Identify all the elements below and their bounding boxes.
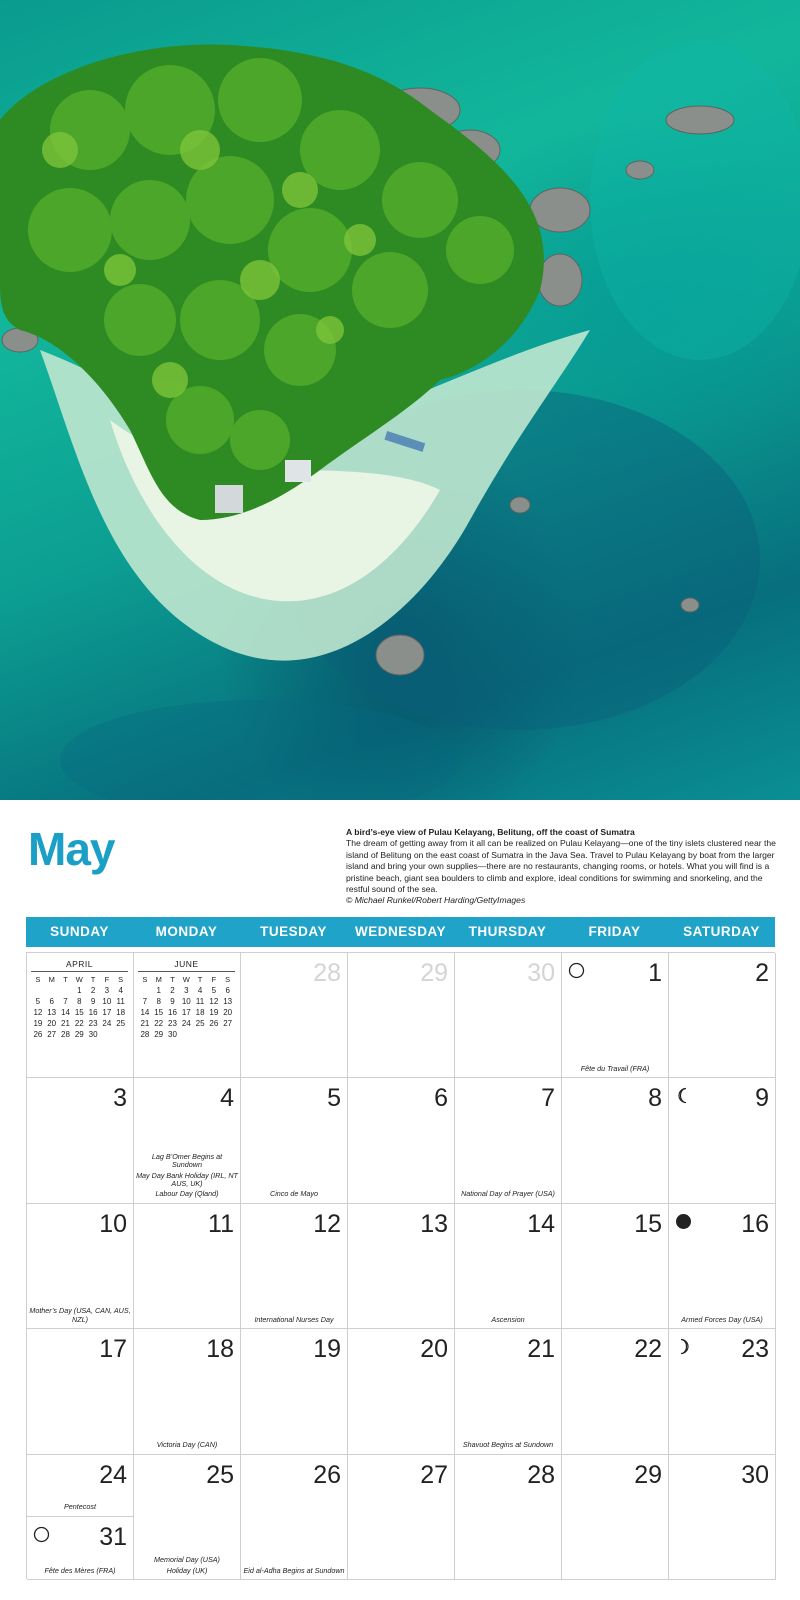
day-number: 29 [634,1460,662,1489]
day-cell-9[interactable] [669,1078,776,1203]
mini-day: 29 [74,1030,84,1039]
mini-day: 21 [140,1019,150,1028]
event-label: Shavuot Begins at Sundown [462,1440,554,1450]
mini-calendar-week [31,1018,128,1029]
day-number: 8 [648,1084,662,1113]
day-number: 3 [113,1084,127,1113]
day-event [136,1439,238,1449]
day-event [671,1314,773,1324]
mini-day: 5 [211,986,217,995]
day-number: 9 [755,1084,769,1113]
mini-calendar-week [138,1007,235,1018]
mini-day: 10 [181,997,191,1006]
day-cell-prev-30[interactable] [455,953,562,1078]
mini-day [59,985,73,996]
mini-calendar-head [138,974,235,985]
full-moon-icon [33,1526,50,1543]
mini-calendar-week [31,1029,128,1040]
mini-day: 2 [170,986,175,995]
mini-day: 6 [225,986,230,995]
day-cell-27[interactable] [348,1455,455,1580]
mini-day: 24 [102,1019,112,1028]
mini-calendar-head [31,974,128,985]
event-label: Fête des Mères (FRA) [44,1565,116,1575]
mini-calendar-week [31,985,128,996]
mini-day: 24 [181,1019,191,1028]
mini-day: 25 [195,1019,205,1028]
mini-day: 14 [140,1008,150,1017]
mini-day: 7 [142,997,148,1006]
mini-day [114,1029,128,1040]
mini-day: 27 [47,1030,57,1039]
full-moon-icon [568,962,585,979]
day-cell-30[interactable] [669,1455,776,1580]
caption-body: The dream of getting away from it all can be realized on Pulau Kelayang—one of the tiny islets clustered near the island of Belitung on the east coast of Sumatra in the Java Sea. Travel to Pulau Kelayang by boat from the larger island and bring your own supplies—there are no restaurants, changing rooms, or hotels. What you will find is a pristine beach, giant sea boulders to climb and explore, ideal conditions for swimming and snorkeling, and the restful sound of the sea. [346,838,776,895]
weekday-saturday: SATURDAY [683,924,760,939]
day-event [457,1188,559,1198]
mini-head-cell: T [63,975,68,984]
day-number: 4 [220,1084,234,1113]
day-cell-31[interactable] [27,1517,133,1579]
mini-day: 20 [47,1019,57,1028]
day-cell-29[interactable] [562,1455,669,1580]
day-cell-4[interactable] [134,1078,241,1203]
photo-caption [346,827,778,907]
event-label: Fête du Travail (FRA) [580,1063,650,1073]
mini-day: 29 [154,1030,164,1039]
weekday-header [26,917,775,947]
day-number: 17 [99,1335,127,1364]
day-cell-prev-29[interactable] [348,953,455,1078]
event-label: Armed Forces Day (USA) [681,1314,763,1324]
mini-head-cell: T [197,975,203,984]
mini-day: 16 [88,1008,98,1017]
weekday-sunday: SUNDAY [50,924,109,939]
mini-head-cell: S [118,975,124,984]
mini-day: 16 [168,1008,177,1017]
mini-day: 17 [181,1008,191,1017]
event-label: Memorial Day (USA) [154,1555,220,1565]
day-event [457,1439,559,1449]
mini-day: 8 [77,997,82,1006]
mini-head-cell: S [225,975,231,984]
day-cell-5[interactable] [241,1078,348,1203]
day-event [243,1188,345,1198]
mini-day: 11 [195,997,205,1006]
mini-day: 5 [35,997,41,1006]
mini-calendar-week [138,996,235,1007]
mini-day: 19 [33,1019,43,1028]
day-number: 28 [527,1460,555,1489]
day-number: 25 [206,1460,234,1489]
day-number: 18 [206,1335,234,1364]
day-cell-6[interactable] [348,1078,455,1203]
mini-head-cell: S [142,975,148,984]
day-number: 14 [527,1209,555,1238]
mini-calendar-week [138,985,235,996]
day-number: 15 [634,1209,662,1238]
day-cell-15[interactable] [562,1204,669,1329]
mini-day: 22 [154,1019,164,1028]
mini-day: 9 [90,997,96,1006]
mini-day: 28 [140,1030,150,1039]
day-number: 5 [327,1084,341,1113]
mini-day: 10 [102,997,112,1006]
day-event [243,1565,345,1575]
day-number: 24 [99,1460,127,1489]
weekday-wednesday: WEDNESDAY [354,924,447,939]
mini-day: 3 [104,986,110,995]
mini-day [207,1029,221,1040]
mini-day: 13 [223,997,233,1006]
mini-day [138,985,152,996]
weekday-thursday: THURSDAY [468,924,547,939]
day-event [29,1305,131,1324]
day-number: 21 [527,1335,555,1364]
day-cell-23[interactable] [669,1329,776,1454]
mini-day [221,1029,235,1040]
day-number: 19 [313,1335,341,1364]
mini-day: 30 [88,1030,98,1039]
day-cell-18[interactable] [134,1329,241,1454]
last-quarter-icon [675,1087,692,1104]
mini-calendar-april-cell [27,953,134,1078]
mini-head-cell: F [104,975,110,984]
event-label: Victoria Day (CAN) [156,1440,218,1450]
mini-day: 19 [209,1008,219,1017]
day-cell-24[interactable] [27,1455,133,1517]
event-label: Ascension [491,1314,525,1324]
day-number: 7 [541,1084,555,1113]
mini-day: 17 [102,1008,112,1017]
mini-day: 26 [209,1019,219,1028]
mini-head-cell: T [170,975,175,984]
day-cell-13[interactable] [348,1204,455,1329]
mini-calendar-june [138,959,235,1040]
mini-head-cell: M [155,975,162,984]
mini-day [45,985,59,996]
mini-day: 9 [170,997,175,1006]
day-number: 27 [420,1460,448,1489]
first-quarter-icon [675,1338,692,1355]
day-cell-prev-28[interactable] [241,953,348,1078]
mini-head-cell: F [211,975,217,984]
mini-day: 18 [195,1008,205,1017]
mini-day: 12 [209,997,219,1006]
day-number: 10 [99,1209,127,1238]
event-label: National Day of Prayer (USA) [461,1189,555,1199]
day-cell-11[interactable] [134,1204,241,1329]
day-number: 16 [741,1209,769,1238]
mini-day [179,1029,193,1040]
day-number: 31 [99,1522,127,1551]
day-cell-26[interactable] [241,1455,348,1580]
day-number: 11 [208,1209,234,1238]
day-cell-12[interactable] [241,1204,348,1329]
mini-day [31,985,45,996]
weekday-monday: MONDAY [155,924,218,939]
event-label: Mother’s Day (USA, CAN, AUS, NZL) [29,1306,131,1324]
mini-day: 12 [33,1008,43,1017]
day-cell-21[interactable] [455,1329,562,1454]
mini-day: 1 [156,986,161,995]
mini-day: 6 [49,997,54,1006]
mini-calendar-april [31,959,128,1040]
day-number: 26 [313,1460,341,1489]
day-event [243,1314,345,1324]
mini-day [193,1029,207,1040]
day-cell-24-31[interactable] [27,1455,134,1580]
mini-day: 23 [168,1019,177,1028]
mini-day: 13 [47,1008,57,1017]
day-cell-1[interactable] [562,953,669,1078]
day-number: 22 [634,1335,662,1364]
day-event [29,1565,131,1575]
event-label: May Day Bank Holiday (IRL, NT AUS, UK) [136,1170,238,1188]
event-label: Pentecost [64,1502,96,1512]
day-number: 23 [741,1335,769,1364]
mini-day: 27 [223,1019,233,1028]
mini-day: 20 [223,1008,233,1017]
day-number: 29 [420,959,448,987]
day-number: 2 [755,959,769,987]
mini-day: 15 [154,1008,164,1017]
calendar-grid [26,952,775,1579]
mini-day: 26 [33,1030,43,1039]
mini-day: 3 [184,986,189,995]
day-number: 30 [527,959,555,987]
day-number: 12 [313,1209,341,1238]
event-label: Cinco de Mayo [270,1189,318,1199]
day-event [136,1151,238,1199]
mini-day: 4 [118,986,123,995]
month-title: May [28,823,115,875]
mini-day: 7 [63,997,68,1006]
new-moon-icon [675,1213,692,1230]
event-label: International Nurses Day [254,1314,334,1324]
day-cell-19[interactable] [241,1329,348,1454]
mini-head-cell: S [35,975,41,984]
mini-day: 21 [61,1019,70,1028]
day-number: 1 [648,959,662,987]
day-cell-22[interactable] [562,1329,669,1454]
mini-head-cell: W [75,975,83,984]
day-cell-20[interactable] [348,1329,455,1454]
mini-day: 22 [74,1019,84,1028]
day-event [29,1501,131,1511]
day-cell-14[interactable] [455,1204,562,1329]
day-number: 30 [741,1460,769,1489]
caption-credit: © Michael Runkel/Robert Harding/GettyImages [346,895,526,906]
event-label: Lag B’Omer Begins at Sundown [151,1151,223,1170]
mini-day: 15 [74,1008,84,1017]
day-number: 6 [434,1084,448,1113]
mini-head-cell: M [48,975,55,984]
day-cell-25[interactable] [134,1455,241,1580]
day-cell-28[interactable] [455,1455,562,1580]
day-cell-8[interactable] [562,1078,669,1203]
day-cell-10[interactable] [27,1204,134,1329]
mini-day: 25 [116,1019,126,1028]
mini-head-cell: W [182,975,190,984]
mini-calendar-title: JUNE [138,959,235,972]
mini-day: 11 [116,997,125,1006]
mini-calendar-june-cell [134,953,241,1078]
event-label: Holiday (UK) [166,1565,208,1575]
mini-day: 18 [116,1008,126,1017]
mini-calendar-title: APRIL [31,959,128,972]
day-number: 28 [313,959,341,987]
mini-day: 30 [168,1030,177,1039]
mini-day: 14 [61,1008,70,1017]
mini-head-cell: T [90,975,96,984]
day-cell-16[interactable] [669,1204,776,1329]
mini-calendar-week [138,1029,235,1040]
mini-calendar-week [31,1007,128,1018]
day-event [457,1314,559,1324]
mini-day: 28 [61,1030,70,1039]
weekday-tuesday: TUESDAY [260,924,327,939]
day-cell-17[interactable] [27,1329,134,1454]
day-number: 13 [420,1209,448,1238]
mini-calendar-week [138,1018,235,1029]
day-cell-2[interactable] [669,953,776,1078]
mini-calendar-week [31,996,128,1007]
day-cell-3[interactable] [27,1078,134,1203]
mini-day: 1 [77,986,82,995]
caption-title: A bird’s-eye view of Pulau Kelayang, Belitung, off the coast of Sumatra [346,827,635,837]
day-event [136,1554,238,1575]
day-number: 20 [420,1335,448,1364]
mini-day [100,1029,114,1040]
mini-day: 8 [156,997,161,1006]
event-label: Labour Day (Qland) [155,1189,219,1199]
mini-day: 2 [90,986,96,995]
mini-day: 4 [197,986,203,995]
event-label: Eid al-Adha Begins at Sundown [243,1565,345,1575]
day-cell-7[interactable] [455,1078,562,1203]
weekday-friday: FRIDAY [588,924,641,939]
mini-day: 23 [88,1019,98,1028]
day-event [564,1063,666,1073]
